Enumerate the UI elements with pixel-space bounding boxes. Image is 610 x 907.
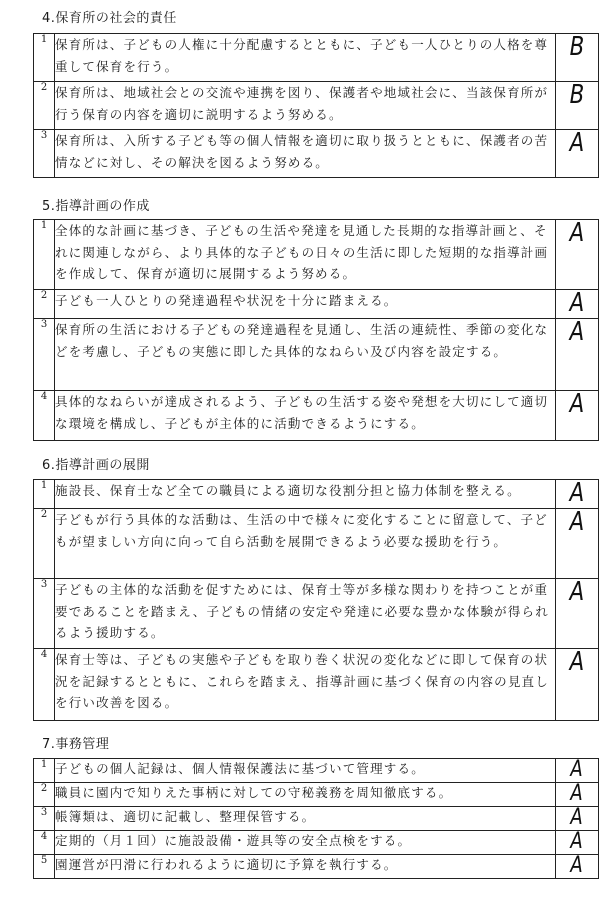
row-text: 保育所の生活における子どもの発達過程を見通し、生活の連続性、季節の変化などを考慮し、子どもの実態に即した具体的なねらい及び内容を設定する。 [55,319,556,391]
row-text: 具体的なねらいが達成されるよう、子どもの生活する姿や発想を大切にして適切な環境を構成し、子どもが主体的に活動できるようにする。 [55,391,556,441]
table-row [34,649,599,721]
row-text: 帳簿類は、適切に記載し、整理保管する。 [55,807,556,831]
grade-mark: A [556,480,599,509]
table-row [34,391,599,441]
row-number: 2 [34,783,55,807]
section-table-5 [33,219,599,441]
grade-mark: A [556,807,599,831]
section-title-5: 5.指導計画の作成 [42,199,150,214]
grade-mark: A [556,220,599,290]
table-row [34,807,599,831]
row-text: 施設長、保育士など全ての職員による適切な役割分担と協力体制を整える。 [55,480,556,509]
row-number: 2 [34,82,55,130]
table-row [34,509,599,579]
section-title-6: 6.指導計画の展開 [42,458,150,473]
grade-mark: A [556,579,599,649]
grade-mark: A [556,509,599,579]
grade-mark: B [556,34,599,82]
table-row [34,783,599,807]
row-text: 保育所は、地域社会との交流や連携を図り、保護者や地域社会に、当該保育所が行う保育の内容を適切に説明するよう努める。 [55,82,556,130]
table-row [34,34,599,82]
section-table-6 [33,479,599,721]
section-table-4 [33,33,599,178]
row-number: 4 [34,649,55,721]
row-number: 1 [34,34,55,82]
section-title-4: 4.保育所の社会的責任 [42,11,177,26]
table-row [34,855,599,879]
row-text: 子どもが行う具体的な活動は、生活の中で様々に変化することに留意して、子どもが望ましい方向に向って自ら活動を展開できるよう必要な援助を行う。 [55,509,556,579]
row-text: 子ども一人ひとりの発達過程や状況を十分に踏まえる。 [55,290,556,319]
grade-mark: A [556,649,599,721]
grade-mark: B [556,82,599,130]
table-row [34,82,599,130]
table-row [34,319,599,391]
section-table-7 [33,758,599,879]
row-number: 1 [34,480,55,509]
row-text: 保育所は、入所する子ども等の個人情報を適切に取り扱うとともに、保護者の苦情などに対し、その解決を図るよう努める。 [55,130,556,178]
row-text: 子どもの主体的な活動を促すためには、保育士等が多様な関わりを持つことが重要であることを踏まえ、子どもの情緒の安定や発達に必要な豊かな体験が得られるよう援助する。 [55,579,556,649]
section-title-7: 7.事務管理 [42,737,110,752]
table-row [34,130,599,178]
table-row [34,759,599,783]
row-number: 1 [34,759,55,783]
row-number: 4 [34,391,55,441]
grade-mark: A [556,391,599,441]
grade-mark: A [556,319,599,391]
row-text: 保育所は、子どもの人権に十分配慮するとともに、子ども一人ひとりの人格を尊重して保育を行う。 [55,34,556,82]
row-text: 保育士等は、子どもの実態や子どもを取り巻く状況の変化などに即して保育の状況を記録するとともに、これらを踏まえ、指導計画に基づく保育の内容の見直しを行い改善を図る。 [55,649,556,721]
grade-mark: A [556,855,599,879]
row-number: 3 [34,807,55,831]
grade-mark: A [556,290,599,319]
row-number: 3 [34,130,55,178]
row-number: 4 [34,831,55,855]
row-number: 1 [34,220,55,290]
grade-mark: A [556,783,599,807]
row-number: 5 [34,855,55,879]
row-text: 全体的な計画に基づき、子どもの生活や発達を見通した長期的な指導計画と、それに関連しながら、より具体的な子どもの日々の生活に即した短期的な指導計画を作成して、保育が適切に展開するよう努める。 [55,220,556,290]
row-number: 2 [34,509,55,579]
row-text: 職員に園内で知りえた事柄に対しての守秘義務を周知徹底する。 [55,783,556,807]
row-text: 子どもの個人記録は、個人情報保護法に基づいて管理する。 [55,759,556,783]
row-number: 2 [34,290,55,319]
row-text: 定期的（月１回）に施設設備・遊具等の安全点検をする。 [55,831,556,855]
table-row [34,579,599,649]
grade-mark: A [556,831,599,855]
table-row [34,831,599,855]
table-row [34,480,599,509]
row-number: 3 [34,579,55,649]
grade-mark: A [556,759,599,783]
table-row [34,220,599,290]
row-text: 園運営が円滑に行われるように適切に予算を執行する。 [55,855,556,879]
row-number: 3 [34,319,55,391]
grade-mark: A [556,130,599,178]
table-row [34,290,599,319]
